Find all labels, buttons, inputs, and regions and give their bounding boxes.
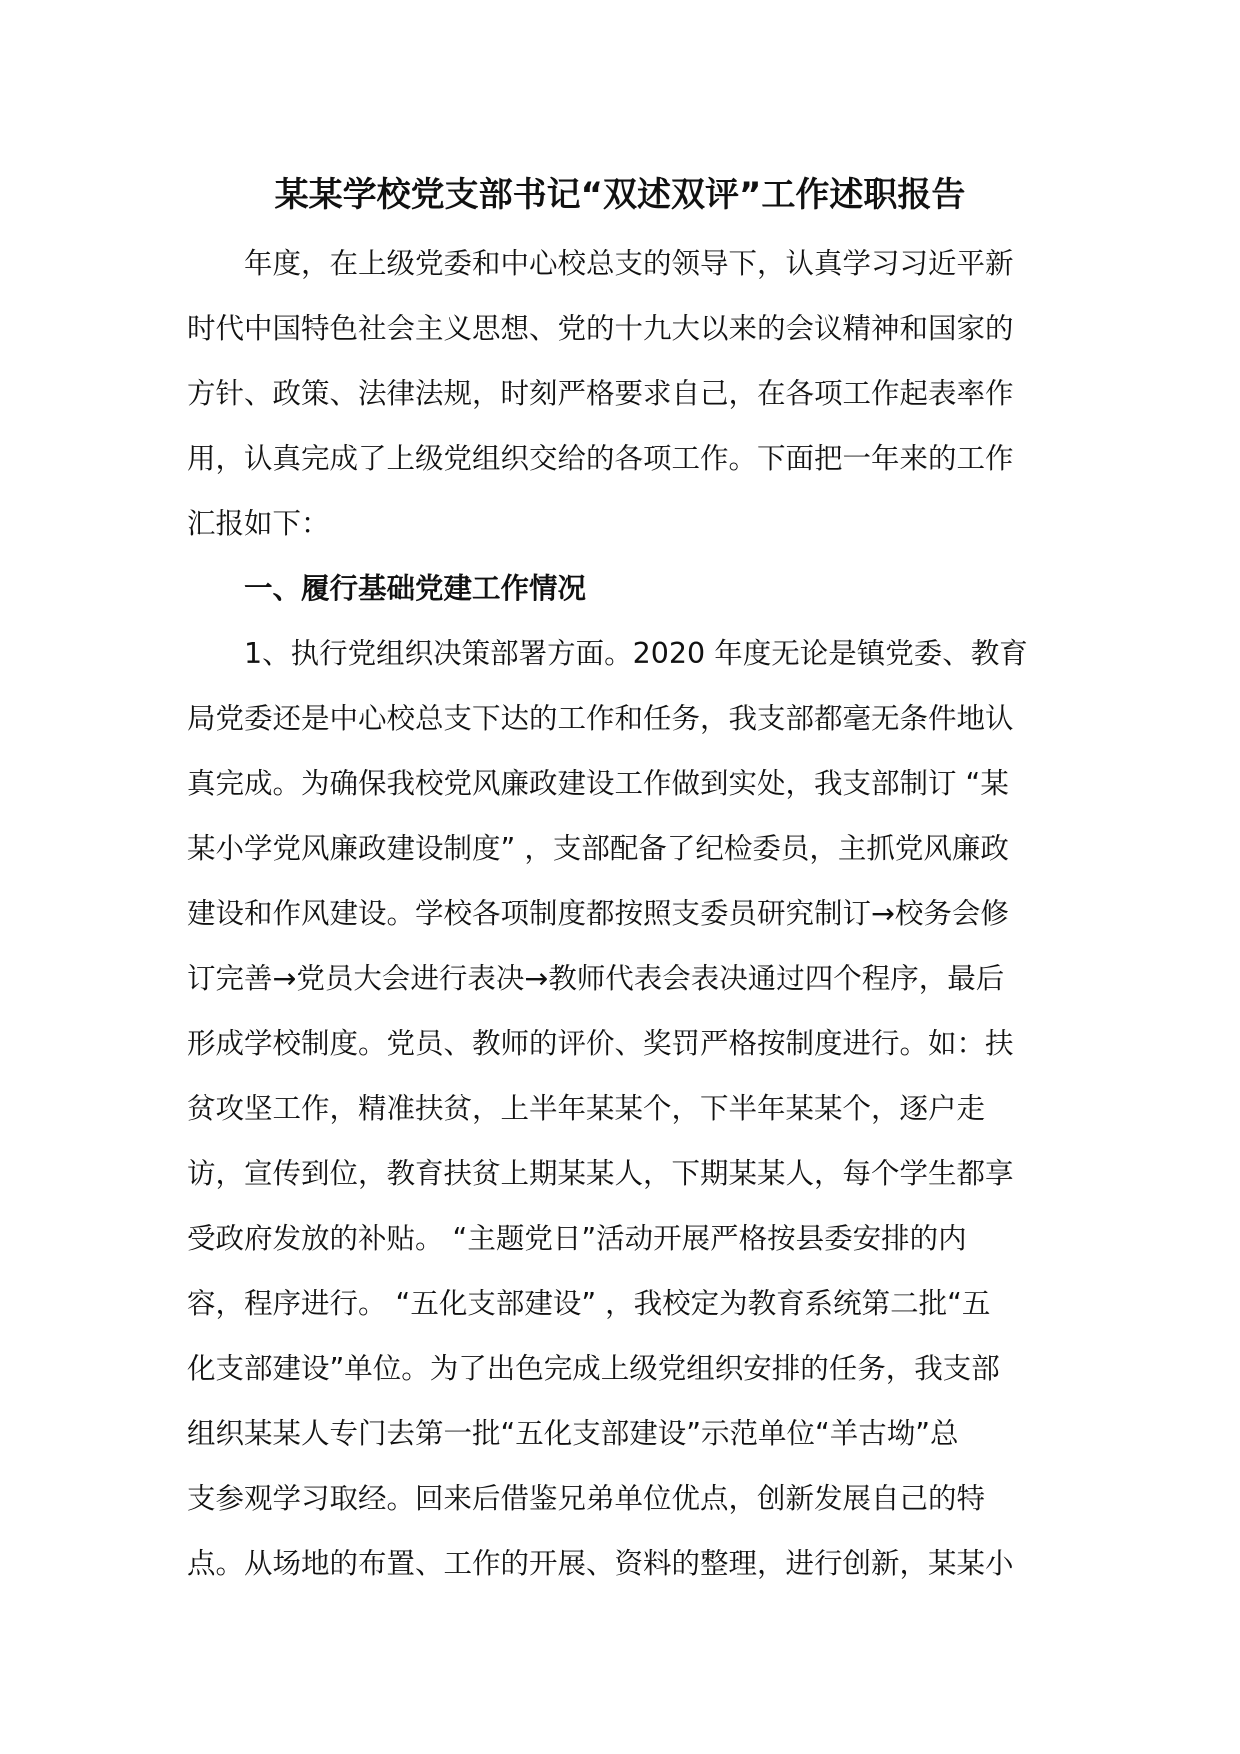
paragraph-line: 年度，在上级党委和中心校总支的领导下，认真学习习近平新 bbox=[244, 247, 1014, 280]
paragraph-line: 组织某某人专门去第一批“五化支部建设”示范单位“羊古坳”总 bbox=[187, 1417, 959, 1450]
section-heading: 一、履行基础党建工作情况 bbox=[244, 572, 587, 605]
paragraph-line: 点。从场地的布置、工作的开展、资料的整理，进行创新，某某小 bbox=[187, 1547, 1014, 1580]
paragraph-line: 建设和作风建设。学校各项制度都按照支委员研究制订→校务会修 bbox=[187, 897, 1009, 930]
paragraph-line: 订完善→党员大会进行表决→教师代表会表决通过四个程序，最后 bbox=[187, 962, 1005, 995]
paragraph-line: 时代中国特色社会主义思想、党的十九大以来的会议精神和国家的 bbox=[187, 312, 1014, 345]
paragraph-line: 汇报如下： bbox=[187, 507, 330, 540]
document-title: 某某学校党支部书记“双述双评”工作述职报告 bbox=[274, 175, 966, 215]
paragraph-line: 受政府发放的补贴。 “主题党日”活动开展严格按县委安排的内 bbox=[187, 1222, 967, 1255]
paragraph-line: 局党委还是中心校总支下达的工作和任务，我支部都毫无条件地认 bbox=[187, 702, 1014, 735]
paragraph-line: 访，宣传到位，教育扶贫上期某某人，下期某某人，每个学生都享 bbox=[187, 1157, 1014, 1190]
paragraph-line: 化支部建设”单位。为了出色完成上级党组织安排的任务，我支部 bbox=[187, 1352, 1000, 1385]
paragraph-line: 某小学党风廉政建设制度” ，支部配备了纪检委员，主抓党风廉政 bbox=[187, 832, 1009, 865]
paragraph-line: 支参观学习取经。回来后借鉴兄弟单位优点，创新发展自己的特 bbox=[187, 1482, 986, 1515]
paragraph-line: 贫攻坚工作，精准扶贫，上半年某某个，下半年某某个，逐户走 bbox=[187, 1092, 986, 1125]
document-body bbox=[187, 231, 1059, 1596]
paragraph-line: 1、执行党组织决策部署方面。2020 年度无论是镇党委、教育 bbox=[244, 637, 1028, 670]
paragraph-line: 形成学校制度。党员、教师的评价、奖罚严格按制度进行。如：扶 bbox=[187, 1027, 1014, 1060]
paragraph-line: 方针、政策、法律法规，时刻严格要求自己，在各项工作起表率作 bbox=[187, 377, 1014, 410]
paragraph-line: 用，认真完成了上级党组织交给的各项工作。下面把一年来的工作 bbox=[187, 442, 1014, 475]
paragraph-line: 真完成。为确保我校党风廉政建设工作做到实处，我支部制订 “某 bbox=[187, 767, 1009, 800]
paragraph-line: 容，程序进行。 “五化支部建设” ，我校定为教育系统第二批“五 bbox=[187, 1287, 991, 1320]
